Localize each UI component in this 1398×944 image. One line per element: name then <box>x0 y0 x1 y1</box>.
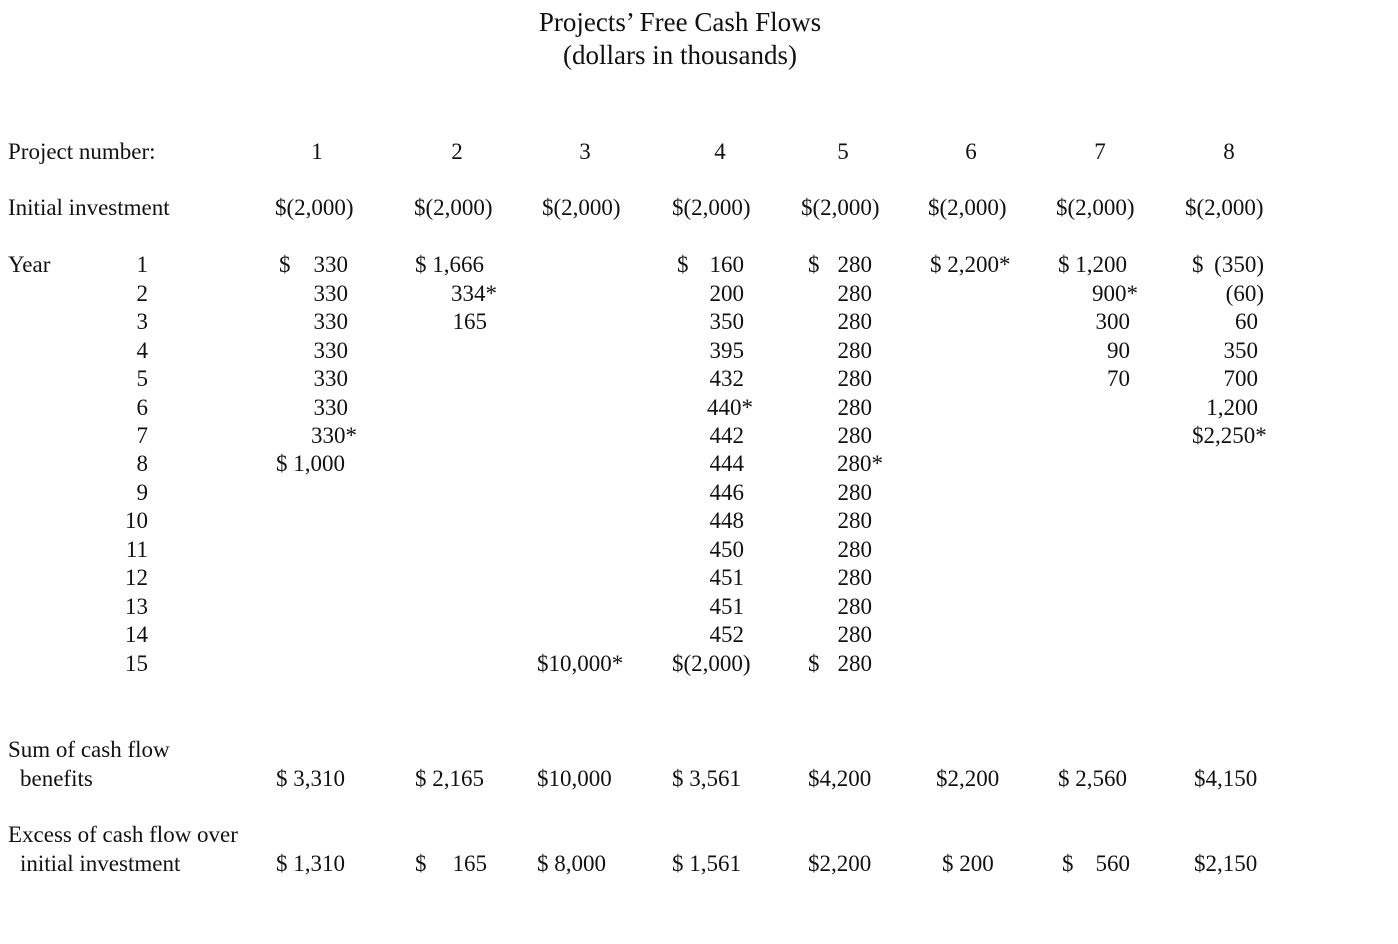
cash-flow-cell: 442 <box>709 423 744 448</box>
cash-flow-cell: 280* <box>837 451 883 476</box>
year-number: 10 <box>125 508 148 533</box>
excess-value: 165 <box>452 851 487 876</box>
cash-flow-cell: 280 <box>837 565 872 590</box>
cash-flow-cell: 280 <box>837 508 872 533</box>
excess-value: $2,150 <box>1194 851 1258 876</box>
cash-flow-cell: 90 <box>1107 338 1130 363</box>
cash-flow-cell: 280 <box>837 622 872 647</box>
cash-flow-cell: 160 <box>709 252 744 277</box>
excess-label-line2: initial investment <box>20 851 181 876</box>
cash-flow-cell: 280 <box>837 281 872 306</box>
cash-flow-cell: (350) <box>1214 252 1264 277</box>
dollar-sign: $ <box>808 651 820 676</box>
year-number: 11 <box>125 537 148 562</box>
cash-flow-cell: 444 <box>709 451 744 476</box>
excess-label-line1: Excess of cash flow over <box>8 822 238 847</box>
project-number: 2 <box>451 139 463 164</box>
project-number: 1 <box>311 139 323 164</box>
project-number: 5 <box>837 139 849 164</box>
dollar-sign: $ <box>808 252 820 277</box>
year-label: Year <box>8 252 51 277</box>
year-number: 2 <box>136 281 148 306</box>
cash-flow-cell: $ 1,666 <box>415 252 484 277</box>
cash-flow-cell: 300 <box>1095 309 1130 334</box>
initial-investment-value: $(2,000) <box>928 195 1007 220</box>
year-number: 14 <box>125 622 148 647</box>
excess-value: $ 1,310 <box>276 851 345 876</box>
cash-flow-cell: 60 <box>1235 309 1258 334</box>
cash-flow-cell: 330 <box>313 281 348 306</box>
dollar-sign: $ <box>415 851 427 876</box>
project-number: 6 <box>965 139 977 164</box>
initial-investment-value: $(2,000) <box>1185 195 1264 220</box>
cash-flow-cell: 330 <box>313 395 348 420</box>
year-number: 5 <box>136 366 148 391</box>
sum-label-line2: benefits <box>20 766 93 791</box>
excess-value: $ 1,561 <box>672 851 741 876</box>
cash-flow-cell: $ 1,000 <box>276 451 345 476</box>
cash-flow-cell: 450 <box>709 537 744 562</box>
cash-flow-cell: 432 <box>709 366 744 391</box>
year-number: 13 <box>125 594 148 619</box>
cash-flow-cell: 280 <box>837 594 872 619</box>
dollar-sign: $ <box>279 252 291 277</box>
cash-flow-cell: (60) <box>1225 281 1264 306</box>
excess-value: 560 <box>1095 851 1130 876</box>
project-number: 3 <box>579 139 591 164</box>
initial-investment-value: $(2,000) <box>1056 195 1135 220</box>
excess-value: $2,200 <box>808 851 872 876</box>
sum-value: $4,150 <box>1194 766 1258 791</box>
initial-investment-value: $(2,000) <box>414 195 493 220</box>
sum-value: $ 3,561 <box>672 766 741 791</box>
cash-flow-cell: 330 <box>313 309 348 334</box>
cash-flow-cell: 280 <box>837 423 872 448</box>
cash-flow-cell: 440* <box>707 395 753 420</box>
cash-flow-cell: 280 <box>837 395 872 420</box>
year-number: 9 <box>136 480 148 505</box>
cash-flow-cell: 448 <box>709 508 744 533</box>
year-number: 4 <box>136 338 148 363</box>
project-number-label: Project number: <box>8 139 156 164</box>
cash-flow-cell: 200 <box>709 281 744 306</box>
year-number: 7 <box>136 423 148 448</box>
excess-value: $ 8,000 <box>537 851 606 876</box>
cash-flow-cell: 280 <box>837 480 872 505</box>
sum-value: $4,200 <box>808 766 872 791</box>
page-title: Projects’ Free Cash Flows <box>538 7 822 37</box>
project-number: 4 <box>714 139 726 164</box>
cash-flow-cell: 700 <box>1223 366 1258 391</box>
cash-flow-cell: 280 <box>837 537 872 562</box>
cash-flow-cell: 451 <box>709 594 744 619</box>
initial-investment-value: $(2,000) <box>801 195 880 220</box>
page-subtitle: (dollars in thousands) <box>563 40 797 70</box>
cash-flow-cell: 280 <box>837 252 872 277</box>
cash-flow-cell: 350 <box>1223 338 1258 363</box>
year-number: 12 <box>125 565 148 590</box>
year-number: 1 <box>136 252 148 277</box>
cash-flow-cell: 451 <box>709 565 744 590</box>
cash-flow-cell: 280 <box>837 366 872 391</box>
cash-flow-cell: 446 <box>709 480 744 505</box>
sum-value: $ 2,560 <box>1058 766 1127 791</box>
cash-flow-cell: 452 <box>709 622 744 647</box>
cash-flow-cell: 330 <box>313 252 348 277</box>
cash-flow-cell: 334* <box>451 281 497 306</box>
year-number: 6 <box>136 395 148 420</box>
initial-investment-value: $(2,000) <box>672 195 751 220</box>
sum-value: $ 2,165 <box>415 766 484 791</box>
cash-flow-cell: $10,000* <box>537 651 624 676</box>
initial-investment-label: Initial investment <box>8 195 170 220</box>
cash-flow-cell: 900* <box>1092 281 1138 306</box>
cash-flow-cell: $(2,000) <box>672 651 751 676</box>
dollar-sign: $ <box>1192 252 1204 277</box>
excess-value: $ 200 <box>942 851 994 876</box>
dollar-sign: $ <box>1062 851 1074 876</box>
cash-flow-cell: $2,250* <box>1192 423 1267 448</box>
cash-flow-cell: 330 <box>313 338 348 363</box>
project-number: 7 <box>1094 139 1106 164</box>
cash-flow-cell: 280 <box>837 651 872 676</box>
cash-flow-cell: 165 <box>452 309 487 334</box>
cash-flow-cell: 350 <box>709 309 744 334</box>
sum-value: $2,200 <box>936 766 1000 791</box>
initial-investment-value: $(2,000) <box>275 195 354 220</box>
cash-flow-cell: 280 <box>837 338 872 363</box>
project-number: 8 <box>1223 139 1235 164</box>
cash-flow-cell: 70 <box>1107 366 1130 391</box>
sum-value: $10,000 <box>537 766 612 791</box>
cash-flow-cell: 280 <box>837 309 872 334</box>
cash-flow-cell: 1,200 <box>1206 395 1258 420</box>
year-number: 8 <box>136 451 148 476</box>
year-number: 15 <box>125 651 148 676</box>
sum-value: $ 3,310 <box>276 766 345 791</box>
cash-flow-cell: $ 1,200 <box>1058 252 1127 277</box>
dollar-sign: $ <box>677 252 689 277</box>
cash-flow-cell: 395 <box>709 338 744 363</box>
cash-flow-cell: $ 2,200* <box>930 252 1011 277</box>
initial-investment-value: $(2,000) <box>542 195 621 220</box>
sum-label-line1: Sum of cash flow <box>8 737 170 762</box>
cash-flow-cell: 330* <box>311 423 357 448</box>
year-number: 3 <box>136 309 148 334</box>
cash-flow-cell: 330 <box>313 366 348 391</box>
